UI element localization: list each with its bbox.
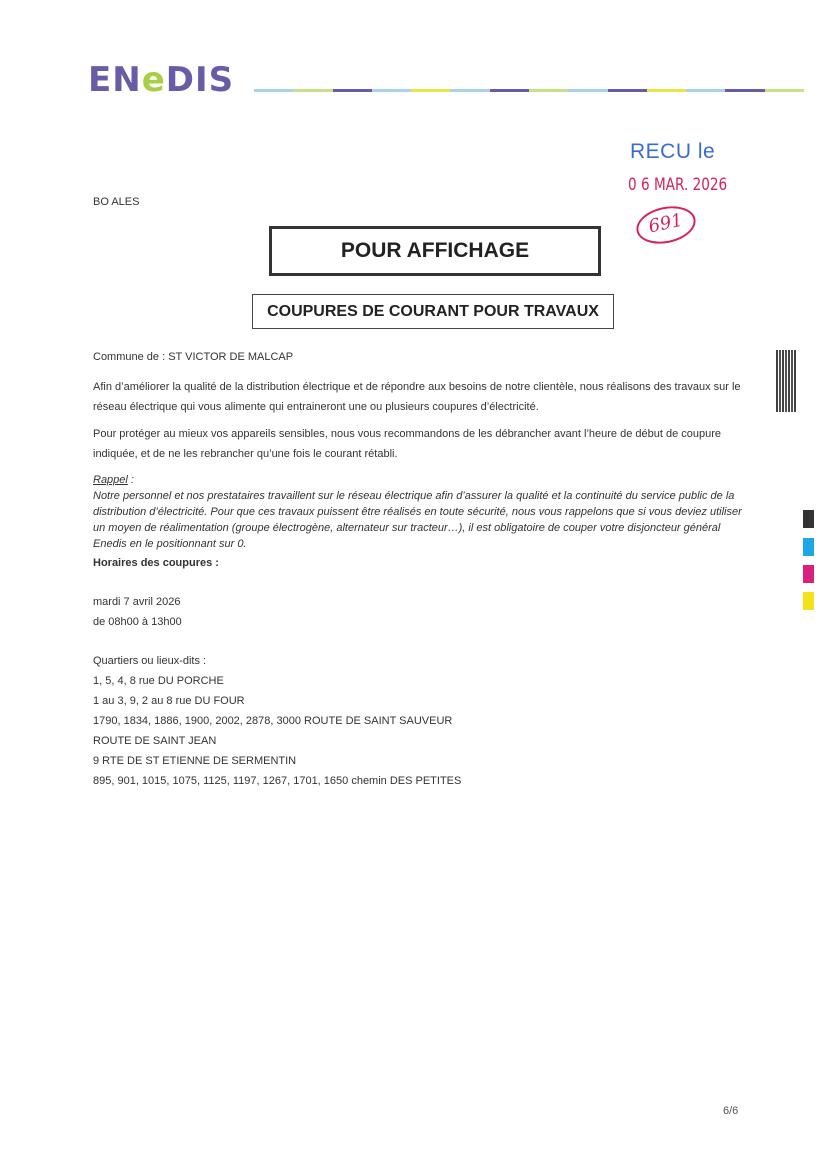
page-title: [269, 226, 601, 276]
rappel-text: Notre personnel et nos prestataires travaillent sur le réseau électrique afin d’assurer la qualité et la continuité du service public de la distribution d’électricité. Pour que ces travaux puissent être réalisés en toute sécurité, nous vous rappelons que si vous deviez utiliser un moyen de réalimentation (groupe électrogène, alternateur sur tracteur…), il est obligatoire de couper votre disjoncteur général Enedis en le positionnant sur 0.: [93, 490, 742, 550]
color-mark-magenta: [803, 565, 814, 583]
rule-segment: [725, 89, 764, 92]
commune: Commune de : ST VICTOR DE MALCAP: [93, 351, 294, 363]
rule-segment: [254, 89, 293, 92]
location-item: ROUTE DE SAINT JEAN: [93, 735, 217, 747]
rule-segment: [608, 89, 647, 92]
paragraph-intro: Afin d’améliorer la qualité de la distribution électrique et de répondre aux besoins de notre clientèle, nous réalisons des travaux sur le réseau électrique qui vous alimente qui entraineront une ou plusieurs coupures d’électricité.: [93, 381, 741, 413]
rule-segment: [372, 89, 411, 92]
rule-segment: [529, 89, 568, 92]
sender: BO ALES: [93, 196, 140, 208]
page-title-text: POUR AFFICHAGE: [340, 239, 530, 262]
schedule-heading: Horaires des coupures :: [93, 557, 219, 569]
rappel-suffix: :: [127, 474, 134, 486]
handwritten-number: 691: [633, 201, 699, 249]
locations: [93, 651, 743, 791]
schedule-date: mardi 7 avril 2026: [93, 596, 181, 608]
color-mark-cyan: [803, 538, 814, 556]
rule-segment: [450, 89, 489, 92]
logo-part: e: [141, 60, 166, 100]
location-item: 9 RTE DE ST ETIENNE DE SERMENTIN: [93, 755, 297, 767]
received-stamp-date: 0 6 MAR. 2026: [628, 175, 728, 195]
rule-segment: [686, 89, 725, 92]
location-item: 895, 901, 1015, 1075, 1125, 1197, 1267, 1701, 1650 chemin DES PETITES: [93, 775, 462, 787]
rappel-block: [93, 472, 743, 552]
rule-segment: [765, 89, 804, 92]
page-number: 6/6: [723, 1105, 739, 1117]
schedule-time: de 08h00 à 13h00: [93, 616, 182, 628]
header-rule: [254, 89, 804, 92]
color-mark-yellow: [803, 592, 814, 610]
location-item: 1, 5, 4, 8 rue DU PORCHE: [93, 675, 224, 687]
location-item: 1790, 1834, 1886, 1900, 2002, 2878, 3000 ROUTE DE SAINT SAUVEUR: [93, 715, 453, 727]
rule-segment: [568, 89, 607, 92]
page-subtitle: [252, 294, 614, 329]
received-stamp-label: RECU le: [630, 140, 716, 163]
location-item: 1 au 3, 9, 2 au 8 rue DU FOUR: [93, 695, 245, 707]
locations-heading: Quartiers ou lieux-dits :: [93, 655, 207, 667]
rule-segment: [333, 89, 372, 92]
rule-segment: [647, 89, 686, 92]
enedis-logo: [88, 60, 234, 100]
rule-segment: [490, 89, 529, 92]
rule-segment: [411, 89, 450, 92]
rappel-label: Rappel: [93, 474, 128, 486]
datamatrix-barcode: [776, 350, 796, 412]
logo-part: EN: [88, 60, 142, 100]
logo-part: DIS: [165, 60, 235, 100]
color-mark-black: [803, 510, 814, 528]
page-subtitle-text: COUPURES DE COURANT POUR TRAVAUX: [267, 302, 599, 320]
rule-segment: [293, 89, 332, 92]
paragraph-advice: Pour protéger au mieux vos appareils sensibles, nous vous recommandons de les débrancher avant l’heure de début de coupure indiquée, et de ne les rebrancher qu’une fois le courant rétabli.: [93, 428, 721, 460]
